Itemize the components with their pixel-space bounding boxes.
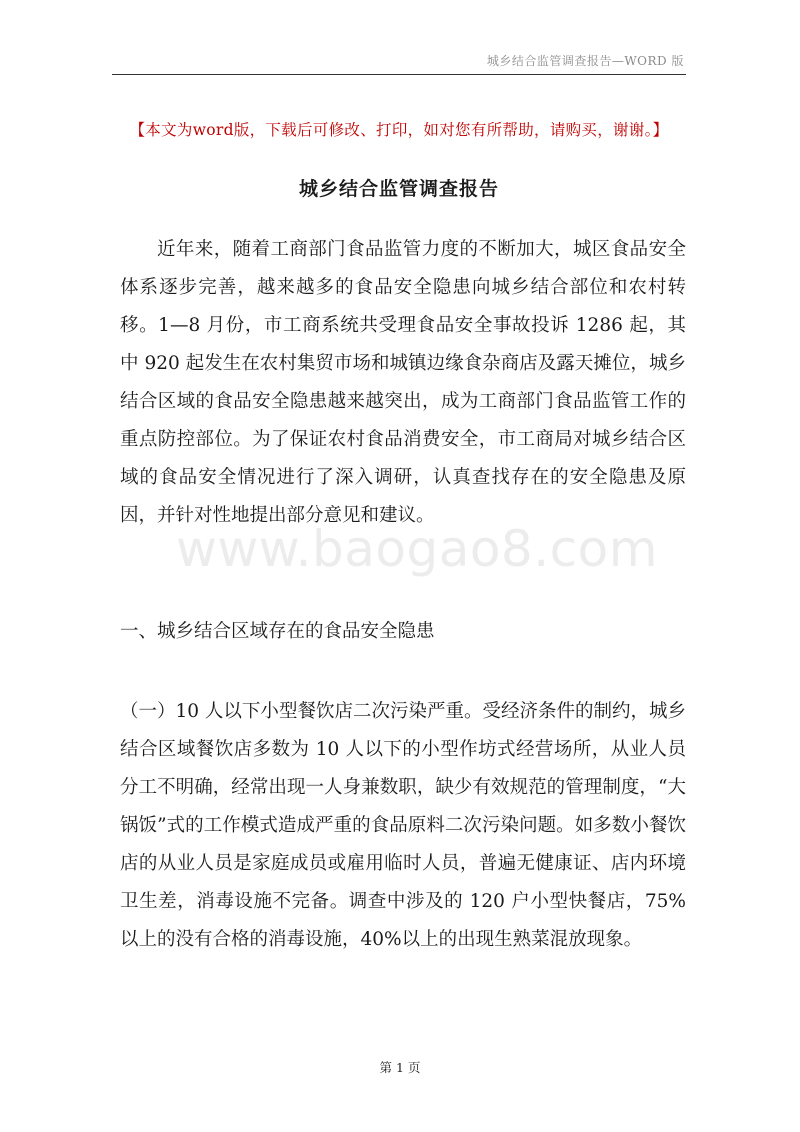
document-title: 城乡结合监管调查报告 — [298, 178, 499, 200]
page-number: 第 1 页 — [379, 1060, 421, 1075]
intro-paragraph: 近年来，随着工商部门食品监管力度的不断加大，城区食品安全体系逐步完善，越来越多的食品安全隐患向城乡结合部位和农村转移。1—8 月份，市工商系统共受理食品安全事故投诉 1286 起，其中 920 起发生在农村集贸市场和城镇边缘食杂商店及露天摊位，城乡结合区域的食品安全隐患越来越突出，成为工商部门食品监管工作的重点防控部位。为了保证农村食品消费安全，市工商局对城乡结合区域的食品安全情况进行了深入调研，认真查找存在的安全隐患及原因，并针对性地提出部分意见和建议。 — [120, 239, 686, 526]
purchase-notice: 【本文为word版，下载后可修改、打印，如对您有所帮助，请购买，谢谢。】 — [129, 121, 669, 139]
section-heading: 一、城乡结合区域存在的食品安全隐患 — [120, 621, 435, 642]
body-paragraph: （一）10 人以下小型餐饮店二次污染严重。受经济条件的制约，城乡结合区域餐饮店多数为 10 人以下的小型作坊式经营场所，从业人员分工不明确，经常出现一人身兼数职，缺少有效规范的管理制度，“大锅饭”式的工作模式造成严重的食品原料二次污染问题。如多数小餐饮店的从业人员是家庭成员或雇用临时人员，普遍无健康证、店内环境卫生差，消毒设施不完备。调查中涉及的 120 户小型快餐店，75%以上的没有合格的消毒设施，40%以上的出现生熟菜混放现象。 — [120, 701, 686, 950]
running-header: 城乡结合监管调查报告—WORD 版 — [486, 54, 684, 68]
watermark: www.baogao8.com — [176, 520, 658, 578]
header-divider — [112, 74, 686, 75]
